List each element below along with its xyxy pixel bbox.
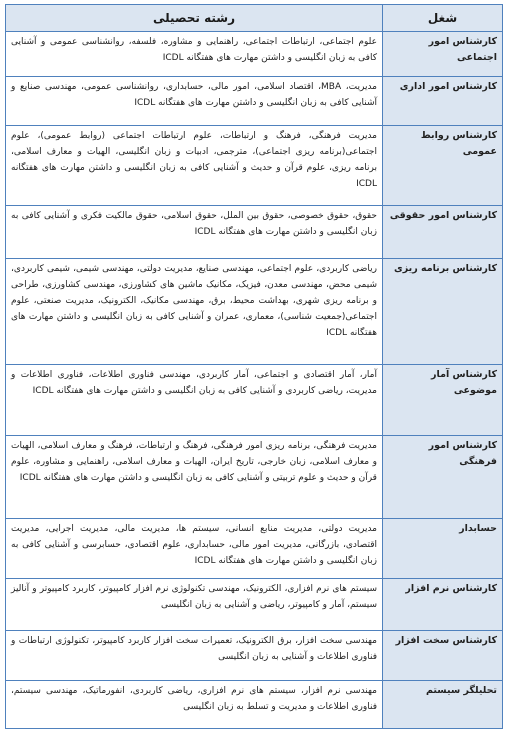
table-row <box>6 579 503 631</box>
table-row <box>6 436 503 519</box>
job-cell: کارشناس امور اداری <box>383 77 503 126</box>
table-row <box>6 365 503 436</box>
jobs-table <box>5 4 503 729</box>
job-cell: کارشناس امور حقوقی <box>383 206 503 259</box>
job-cell: حسابدار <box>383 519 503 579</box>
job-cell: کارشناس برنامه ریزی <box>383 259 503 365</box>
header-job: شغل <box>383 5 503 32</box>
major-cell: مدیریت فرهنگی، برنامه ریزی امور فرهنگی، فرهنگ و ارتباطات، فرهنگ و معارف اسلامی، الهیات و معارف اسلامی، زبان خارجی، تاریخ ایران، الهیات و معارف اسلامی، راهنمایی و مشاوره، علوم قرآن و حدیث و علوم تربیتی و آشنایی کافی به زبان انگلیسی و داشتن مهارت های هفتگانه ICDL <box>6 436 383 519</box>
major-cell: مدیریت دولتی، مدیریت منابع انسانی، سیستم ها، مدیریت مالی، مدیریت اجرایی، مدیریت اقتصادی، بازرگانی، مدیریت امور مالی، حسابداری، علوم اقتصادی، حسابرسی و آشنایی کافی به زبان انگلیسی و داشتن مهارت های هفتگانه ICDL <box>6 519 383 579</box>
job-cell: کارشناس سخت افزار <box>383 631 503 681</box>
table-row <box>6 259 503 365</box>
table-row <box>6 681 503 729</box>
major-cell: مدیریت فرهنگی، فرهنگ و ارتباطات، علوم ارتباطات اجتماعی (روابط عمومی)، علوم اجتماعی(برنامه ریزی اجتماعی)، مترجمی، ادبیات و زبان انگلیسی، الهیات و معارف اسلامی، برنامه ریزی، علوم قرآن و حدیث و آشنایی کافی به زبان انگلیسی و داشتن مهارت های هفتگانه ICDL <box>6 126 383 206</box>
header-row <box>6 5 503 32</box>
job-cell: کارشناس آمار موضوعی <box>383 365 503 436</box>
major-cell: مهندسی نرم افزار، سیستم های نرم افزاری، ریاضی کاربردی، انفورماتیک، مهندسی سیستم، فناوری اطلاعات و مدیریت و تسلط به زبان انگلیسی <box>6 681 383 729</box>
table-row <box>6 126 503 206</box>
job-cell: کارشناس امور اجتماعی <box>383 32 503 77</box>
job-cell: کارشناس امور فرهنگی <box>383 436 503 519</box>
header-major: رشته تحصیلی <box>6 5 383 32</box>
major-cell: ریاضی کاربردی، علوم اجتماعی، مهندسی صنایع، مدیریت دولتی، مهندسی شیمی، شیمی کاربردی، شیمی محض، مهندسی معدن، فیزیک، مکانیک ماشین های کشاورزی، مهندسی کشاورزی، طراحی و برنامه ریزی شهری، بهداشت محیط، برق، مهندسی مکانیک، الکترونیک، مدیریت صنعتی، علوم اجتماعی(جمعیت شناسی)، معماری، عمران و آشنایی کافی به زبان انگلیسی و داشتن مهارت های هفتگانه ICDL <box>6 259 383 365</box>
table-row <box>6 631 503 681</box>
table-row <box>6 32 503 77</box>
major-cell: مهندسی سخت افزار، برق الکترونیک، تعمیرات سخت افزار کاربرد کامپیوتر، تکنولوژی ارتباطات و فناوری اطلاعات و آشنایی به زبان انگلیسی <box>6 631 383 681</box>
job-cell: کارشناس روابط عمومی <box>383 126 503 206</box>
major-cell: حقوق، حقوق خصوصی، حقوق بین الملل، حقوق اسلامی، حقوق مالکیت فکری و آشنایی کافی به زبان انگلیسی و داشتن مهارت های هفتگانه ICDL <box>6 206 383 259</box>
major-cell: مدیریت، MBA، اقتصاد اسلامی، امور مالی، حسابداری، روانشناسی عمومی، مهندسی صنایع و آشنایی کافی به زبان انگلیسی و داشتن مهارت های هفتگانه ICDL <box>6 77 383 126</box>
major-cell: سیستم های نرم افزاری، الکترونیک، مهندسی تکنولوژی نرم افزار کامپیوتر، کاربرد کامپیوتر و آنالیز سیستم، آمار و کامپیوتر، ریاضی و آشنایی به زبان انگلیسی <box>6 579 383 631</box>
table-row <box>6 519 503 579</box>
major-cell: آمار، آمار اقتصادی و اجتماعی، آمار کاربردی، مهندسی فناوری اطلاعات، فناوری اطلاعات و مدیریت، ریاضی کاربردی و آشنایی کافی به زبان انگلیسی و داشتن مهارت های هفتگانه ICDL <box>6 365 383 436</box>
major-cell: علوم اجتماعی، ارتباطات اجتماعی، راهنمایی و مشاوره، فلسفه، روانشناسی عمومی و آشنایی کافی به زبان انگلیسی و داشتن مهارت های هفتگانه ICDL <box>6 32 383 77</box>
job-cell: کارشناس نرم افزار <box>383 579 503 631</box>
job-cell: تحلیلگر سیستم <box>383 681 503 729</box>
table-row <box>6 206 503 259</box>
table-row <box>6 77 503 126</box>
